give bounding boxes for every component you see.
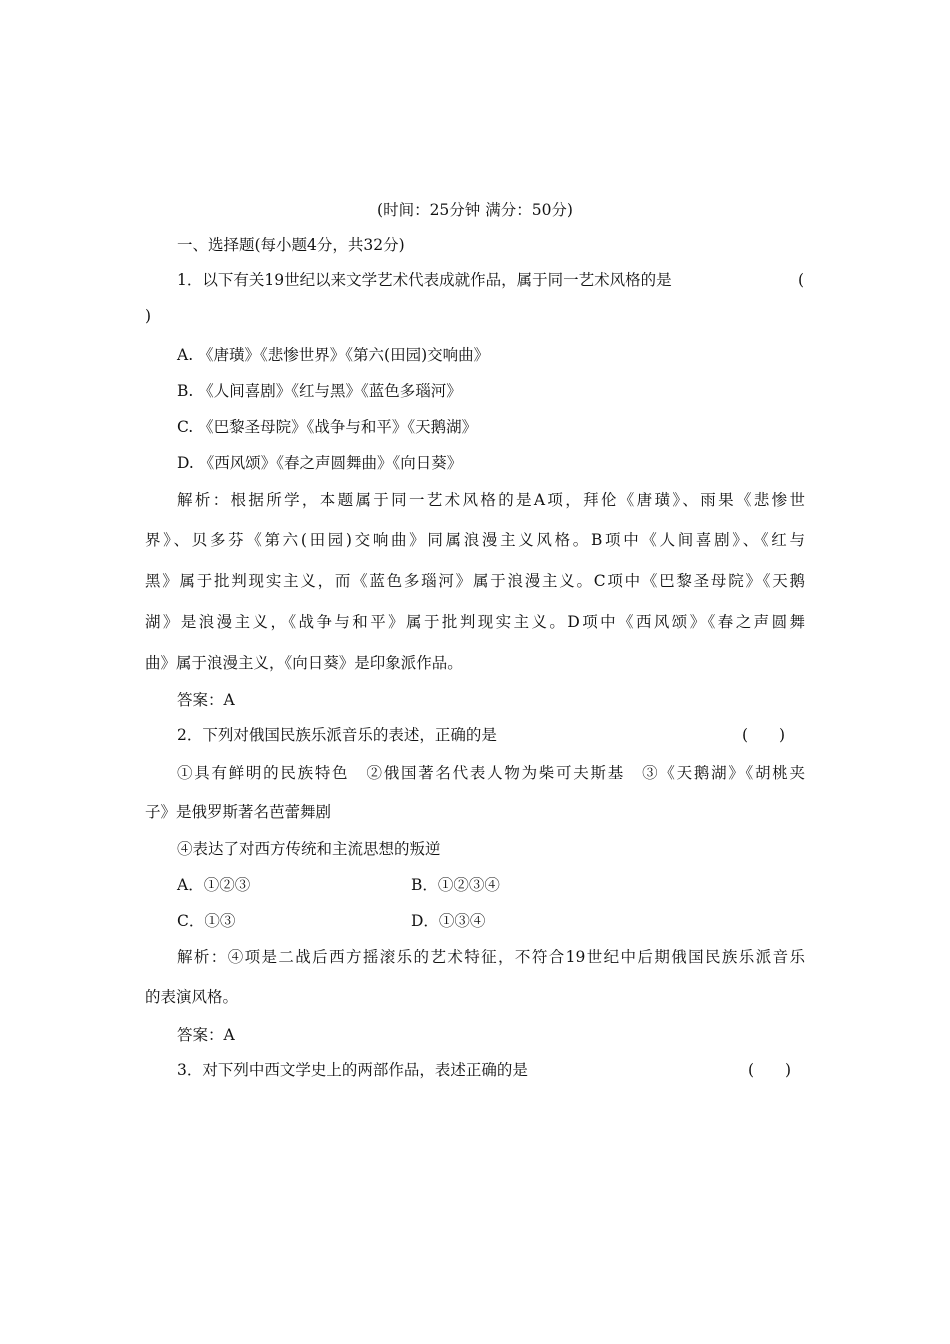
question-1-option-b: B. 《人间喜剧》《红与黑》《蓝色多瑙河》 [177, 382, 462, 400]
question-2-answer: 答案：A [177, 1026, 235, 1044]
question-1-stem: 1．以下有关19世纪以来文学艺术代表成就作品，属于同一艺术风格的是 [177, 271, 672, 289]
question-2-option-a: A．①②③ [177, 876, 251, 894]
question-2-items-line-1: ①具有鲜明的民族特色 ②俄国著名代表人物为柴可夫斯基 ③《天鹅湖》《胡桃夹 [177, 764, 805, 782]
question-1-analysis-line-1: 解析：根据所学，本题属于同一艺术风格的是A项，拜伦《唐璜》、雨果《悲惨世 [177, 491, 805, 509]
question-1-analysis-line-2: 界》、贝多芬《第六(田园)交响曲》同属浪漫主义风格。B项中《人间喜剧》、《红与 [145, 531, 805, 549]
page-header: (时间：25分钟 满分：50分) [377, 201, 573, 219]
question-1-analysis-line-5: 曲》属于浪漫主义，《向日葵》是印象派作品。 [145, 654, 463, 672]
question-2-analysis-line-1: 解析：④项是二战后西方摇滚乐的艺术特征，不符合19世纪中后期俄国民族乐派音乐 [177, 948, 805, 966]
question-1-option-d: D. 《西风颂》《春之声圆舞曲》《向日葵》 [177, 454, 463, 472]
question-1-analysis-line-3: 黑》属于批判现实主义，而《蓝色多瑙河》属于浪漫主义。C项中《巴黎圣母院》《天鹅 [145, 572, 805, 590]
question-1-option-a: A. 《唐璜》《悲惨世界》《第六(田园)交响曲》 [177, 346, 490, 364]
question-1-paren-open: ( [798, 271, 805, 289]
question-3-stem: 3．对下列中西文学史上的两部作品，表述正确的是 [177, 1061, 528, 1079]
question-1-analysis-line-4: 湖》是浪漫主义，《战争与和平》属于批判现实主义。D项中《西风颂》《春之声圆舞 [145, 613, 805, 631]
question-1-option-c: C. 《巴黎圣母院》《战争与和平》《天鹅湖》 [177, 418, 478, 436]
question-2-stem: 2．下列对俄国民族乐派音乐的表述，正确的是 [177, 726, 497, 744]
question-2-option-d: D．①③④ [411, 912, 486, 930]
question-2-option-c: C．①③ [177, 912, 236, 930]
question-2-option-b: B．①②③④ [411, 876, 500, 894]
question-2-item-4: ④表达了对西方传统和主流思想的叛逆 [177, 840, 441, 858]
section-title: 一、选择题(每小题4分，共32分) [177, 236, 405, 254]
question-2-analysis-line-2: 的表演风格。 [145, 988, 239, 1006]
question-2-items-line-2: 子》是俄罗斯著名芭蕾舞剧 [145, 803, 332, 821]
question-3-paren: ( ) [748, 1061, 792, 1079]
question-1-answer: 答案：A [177, 691, 235, 709]
question-1-paren-close: ) [145, 307, 152, 325]
question-2-paren: ( ) [742, 726, 786, 744]
